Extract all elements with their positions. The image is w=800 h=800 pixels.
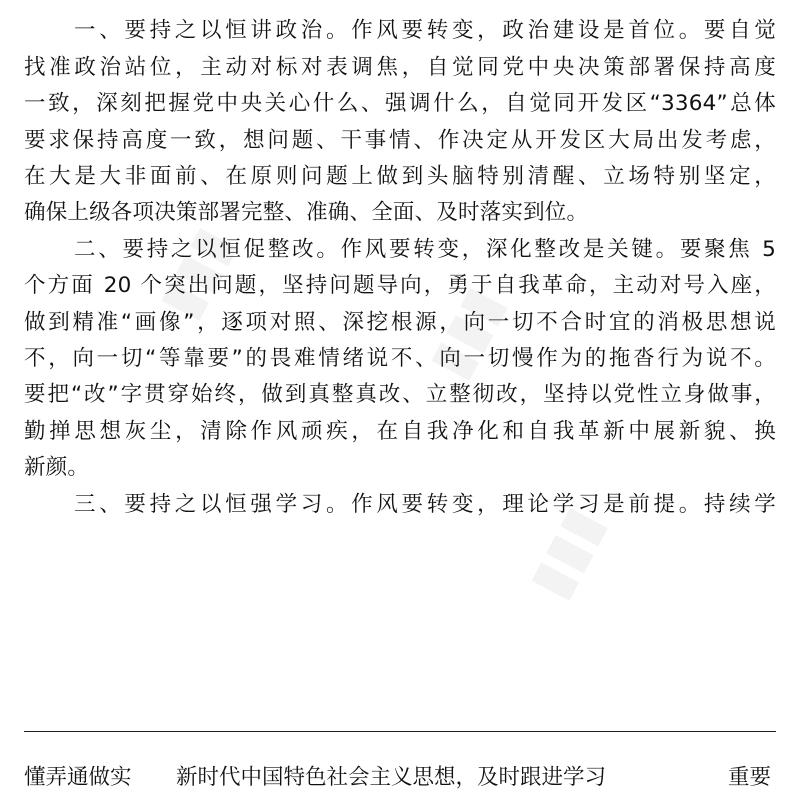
paragraph-2-line-7: 新颜。 — [24, 455, 90, 480]
paragraph-1-line-3: 一致，深刻把握党中央关心什么、强调什么，自觉同开发区“3364”总体 — [24, 91, 776, 116]
paragraph-1-line-5: 在大是大非面前、在原则问题上做到头脑特别清醒、立场特别坚定， — [24, 164, 776, 189]
paragraph-2-line-3: 做到精准“画像”，逐项对照、深挖根源，向一切不合时宜的消极思想说 — [24, 310, 776, 335]
paragraph-1-line-2: 找准政治站位，主动对标对表调焦，自觉同党中央决策部署保持高度 — [24, 55, 776, 80]
paragraph-1-line-1: 一、要持之以恒讲政治。作风要转变，政治建设是首位。要自觉 — [74, 18, 776, 43]
watermark-mark: ▮▮▮ — [145, 216, 247, 329]
paragraph-3-line-1: 三、要持之以恒强学习。作风要转变，理论学习是前提。持续学 — [74, 492, 776, 517]
watermark-mark: ▮▮▮ — [515, 496, 617, 609]
paragraph-2-line-6: 勤掸思想灰尘，清除作风顽疾，在自我净化和自我革新中展新貌、换 — [24, 419, 776, 444]
bottom-text-segment-3: 重要 — [728, 765, 772, 790]
paragraph-2-line-2: 个方面 20 个突出问题，坚持问题导向，勇于自我革命，主动对号入座， — [24, 273, 776, 298]
paragraph-1-line-4: 要求保持高度一致，想问题、干事情、作决定从开发区大局出发考虑， — [24, 128, 776, 153]
page-divider — [24, 731, 776, 732]
paragraph-2-line-5: 要把“改”字贯穿始终，做到真整真改、立整彻改，坚持以党性立身做事， — [24, 382, 776, 407]
paragraph-2-line-4: 不，向一切“等靠要”的畏难情绪说不、向一切慢作为的拖沓行为说不。 — [24, 346, 776, 371]
watermark-mark: ▮▮▮ — [415, 276, 517, 389]
paragraph-1-line-6: 确保上级各项决策部署完整、准确、全面、及时落实到位。 — [24, 200, 589, 225]
bottom-text-segment-2: 新时代中国特色社会主义思想，及时跟进学习 — [176, 765, 607, 790]
paragraph-2-line-1: 二、要持之以恒促整改。作风要转变，深化整改是关键。要聚焦 5 — [74, 237, 776, 262]
bottom-text-segment-1: 懂弄通做实 — [24, 765, 132, 790]
